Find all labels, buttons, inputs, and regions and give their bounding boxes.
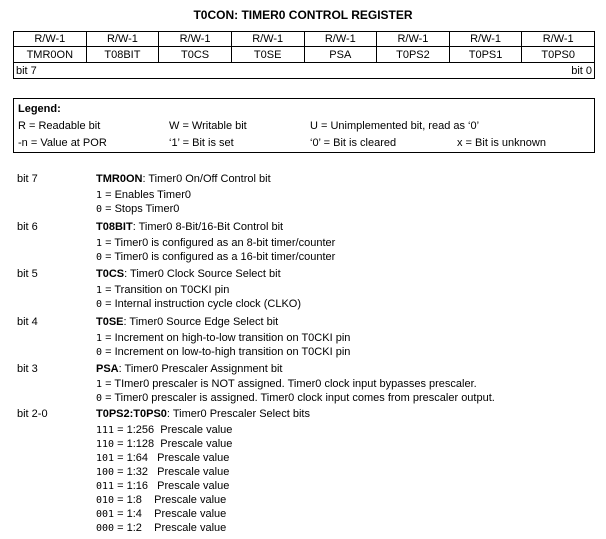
- bit-label: bit 7: [17, 173, 38, 185]
- option-text: = 1:4 Prescale value: [114, 508, 227, 520]
- bit-option: [96, 332, 350, 345]
- option-code: 000: [96, 523, 115, 534]
- legend-heading: Legend:: [18, 103, 61, 115]
- option-text: = Stops Timer0: [102, 203, 180, 215]
- legend-cleared: ‘0’ = Bit is cleared: [310, 137, 397, 149]
- option-code: 1: [96, 379, 103, 390]
- bit-field-desc: : Timer0 Prescaler Select bits: [166, 408, 310, 420]
- option-code: 101: [96, 453, 115, 464]
- bit-name-cell: T0SE: [231, 47, 304, 63]
- option-code: 0: [96, 347, 103, 358]
- option-text: = Increment on high-to-low transition on T0CKI pin: [102, 332, 351, 344]
- page-title: T0CON: TIMER0 CONTROL REGISTER: [193, 8, 413, 22]
- bit-name-cell: PSA: [304, 47, 377, 63]
- option-code: 1: [96, 333, 103, 344]
- option-text: = 1:256 Prescale value: [114, 424, 233, 436]
- bit-range-row: [14, 63, 595, 79]
- option-code: 011: [96, 481, 115, 492]
- option-text: = Internal instruction cycle clock (CLKO): [102, 298, 302, 310]
- legend-readable: R = Readable bit: [18, 120, 101, 132]
- bit-title: [96, 408, 310, 421]
- bit-option: [96, 346, 350, 359]
- bit-option: [96, 298, 301, 311]
- bit-field-desc: : Timer0 8-Bit/16-Bit Control bit: [132, 221, 284, 233]
- names-row: [14, 47, 595, 63]
- option-text: = 1:64 Prescale value: [114, 452, 230, 464]
- access-cell: R/W-1: [86, 32, 159, 47]
- bit-range-cell: [14, 63, 595, 79]
- bit-option: [96, 284, 229, 297]
- bit-option: [96, 508, 226, 521]
- bit-option: [96, 522, 226, 535]
- access-cell: R/W-1: [231, 32, 304, 47]
- bit-label: bit 3: [17, 363, 38, 375]
- bit-field-desc: : Timer0 Source Edge Select bit: [123, 316, 279, 328]
- option-code: 010: [96, 495, 115, 506]
- access-cell: R/W-1: [522, 32, 595, 47]
- bit-name-cell: T08BIT: [86, 47, 159, 63]
- bit-field-name: T0PS2:T0PS0: [96, 408, 167, 420]
- bit-field-desc: : Timer0 Prescaler Assignment bit: [118, 363, 283, 375]
- access-cell: R/W-1: [304, 32, 377, 47]
- bit-name-cell: T0PS0: [522, 47, 595, 63]
- option-text: = Timer0 prescaler is assigned. Timer0 clock input comes from prescaler output.: [102, 392, 495, 404]
- access-row: [14, 32, 595, 47]
- bit-option: [96, 480, 229, 493]
- option-code: 0: [96, 204, 103, 215]
- option-code: 1: [96, 238, 103, 249]
- bit-name-cell: T0PS1: [449, 47, 522, 63]
- option-code: 0: [96, 299, 103, 310]
- bit-option: [96, 424, 232, 437]
- option-code: 1: [96, 285, 103, 296]
- option-code: 110: [96, 439, 115, 450]
- bit-title: [96, 268, 281, 281]
- bit-field-name: T0CS: [96, 268, 125, 280]
- bit-option: [96, 466, 229, 479]
- bit-option: [96, 237, 335, 250]
- option-text: = Timer0 is configured as an 8-bit timer/counter: [102, 237, 336, 249]
- option-code: 0: [96, 393, 103, 404]
- bit-field-desc: : Timer0 On/Off Control bit: [142, 173, 271, 185]
- bit-option: [96, 378, 477, 391]
- bit-label: bit 6: [17, 221, 38, 233]
- bit-option: [96, 438, 232, 451]
- access-cell: R/W-1: [14, 32, 87, 47]
- bit-title: [96, 316, 278, 329]
- option-text: = TImer0 prescaler is NOT assigned. Timer0 clock input bypasses prescaler.: [102, 378, 477, 390]
- bit-high-label: bit 7: [16, 64, 37, 77]
- option-code: 1: [96, 190, 103, 201]
- option-code: 001: [96, 509, 115, 520]
- bit-option: [96, 452, 229, 465]
- bit-title: [96, 363, 282, 376]
- access-cell: R/W-1: [377, 32, 450, 47]
- option-text: = 1:16 Prescale value: [114, 480, 230, 492]
- register-table: [13, 31, 595, 79]
- access-cell: R/W-1: [449, 32, 522, 47]
- bit-field-name: T08BIT: [96, 221, 133, 233]
- bit-option: [96, 203, 179, 216]
- legend-por: -n = Value at POR: [18, 137, 107, 149]
- option-text: = 1:128 Prescale value: [114, 438, 233, 450]
- bit-field-desc: : Timer0 Clock Source Select bit: [124, 268, 281, 280]
- option-text: = Increment on low-to-high transition on T0CKI pin: [102, 346, 351, 358]
- bit-field-name: T0SE: [96, 316, 124, 328]
- bit-option: [96, 251, 335, 264]
- bit-name-cell: T0CS: [159, 47, 232, 63]
- bit-low-label: bit 0: [571, 64, 592, 77]
- access-cell: R/W-1: [159, 32, 232, 47]
- bit-option: [96, 494, 226, 507]
- bit-field-name: TMR0ON: [96, 173, 143, 185]
- option-text: = 1:8 Prescale value: [114, 494, 227, 506]
- option-text: = Transition on T0CKI pin: [102, 284, 230, 296]
- bit-title: [96, 221, 283, 234]
- option-code: 0: [96, 252, 103, 263]
- bit-option: [96, 189, 191, 202]
- legend-set: ‘1’ = Bit is set: [169, 137, 234, 149]
- bit-name-cell: TMR0ON: [14, 47, 87, 63]
- option-code: 100: [96, 467, 115, 478]
- option-code: 111: [96, 425, 115, 436]
- bit-option: [96, 392, 495, 405]
- bit-title: [96, 173, 271, 186]
- legend-box: [13, 98, 595, 153]
- bit-name-cell: T0PS2: [377, 47, 450, 63]
- option-text: = 1:2 Prescale value: [114, 522, 227, 534]
- option-text: = Timer0 is configured as a 16-bit timer/counter: [102, 251, 336, 263]
- legend-writable: W = Writable bit: [169, 120, 247, 132]
- bit-label: bit 2-0: [17, 408, 48, 420]
- option-text: = 1:32 Prescale value: [114, 466, 230, 478]
- legend-unknown: x = Bit is unknown: [457, 137, 546, 149]
- bit-label: bit 4: [17, 316, 38, 328]
- option-text: = Enables Timer0: [102, 189, 191, 201]
- legend-unimplemented: U = Unimplemented bit, read as ‘0’: [310, 120, 480, 132]
- bit-label: bit 5: [17, 268, 38, 280]
- bit-field-name: PSA: [96, 363, 119, 375]
